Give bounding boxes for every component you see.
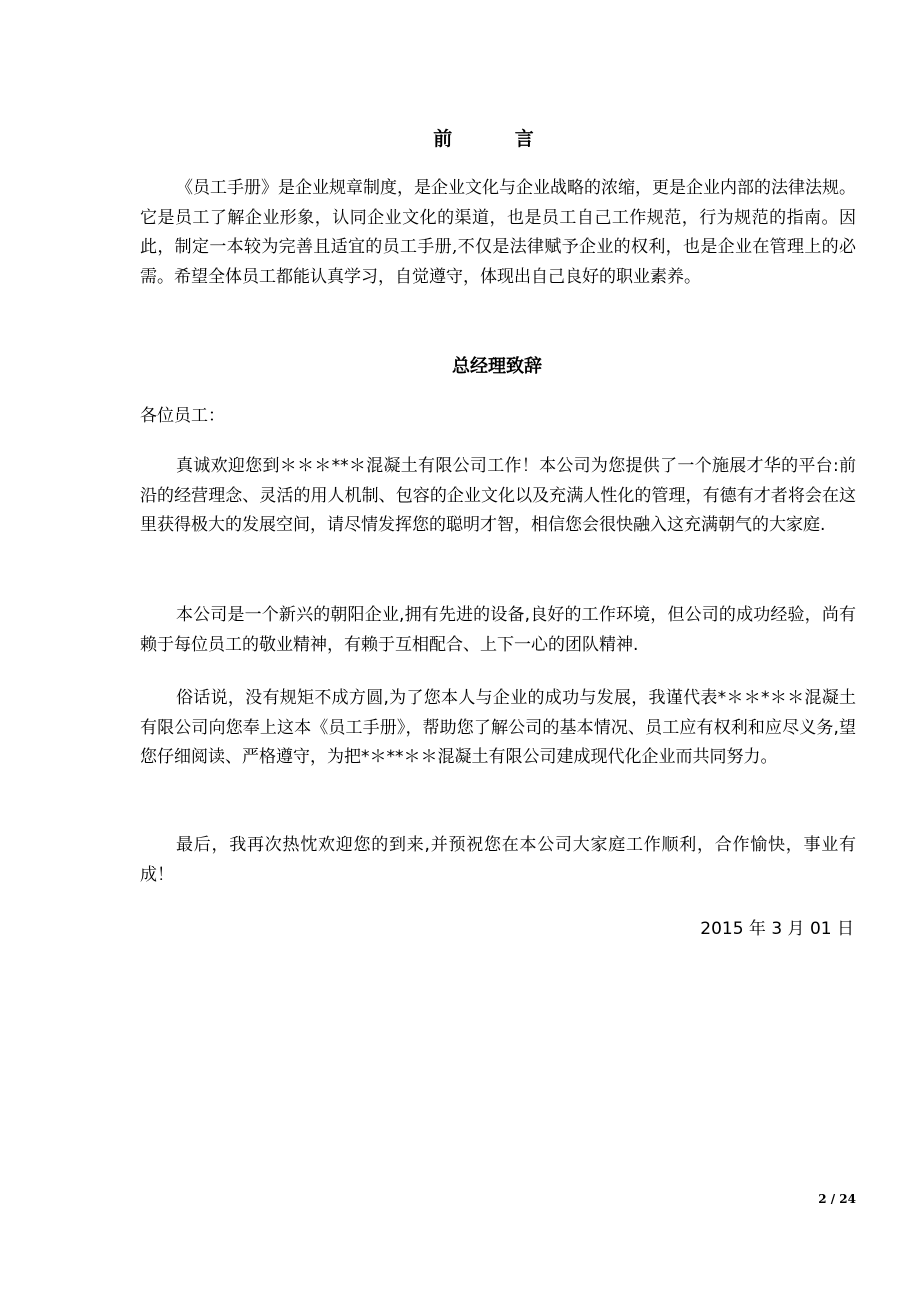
document-date: 2015 年 3 月 01 日 [700,919,854,939]
speech-paragraph-4: 最后，我再次热忱欢迎您的到来,并预祝您在本公司大家庭工作顺利，合作愉快，事业有成！ [140,835,856,885]
foreword-title: 前 言 [433,128,562,150]
foreword-paragraph: 《员工手册》是企业规章制度，是企业文化与企业战略的浓缩，更是企业内部的法律法规。它是员工了解企业形象，认同企业文化的渠道，也是员工自己工作规范，行为规范的指南。因此，制定一本较为完善且适宜的员工手册,不仅是法律赋予企业的权利，也是企业在管理上的必需。希望全体员工都能认真学习，自觉遵守，体现出自己良好的职业素养。 [140,178,856,287]
speech-paragraph-3: 俗话说，没有规矩不成方圆,为了您本人与企业的成功与发展，我谨代表*＊＊*＊＊混凝土有限公司向您奉上这本《员工手册》，帮助您了解公司的基本情况、员工应有权利和应尽义务,望您仔细阅读、严格遵守，为把*＊**＊＊混凝土有限公司建成现代化企业而共同努力。 [140,688,856,767]
speech-paragraph-2: 本公司是一个新兴的朝阳企业,拥有先进的设备,良好的工作环境，但公司的成功经验，尚有赖于每位员工的敬业精神，有赖于互相配合、上下一心的团队精神. [140,605,856,655]
general-manager-speech-title: 总经理致辞 [452,356,542,377]
salutation: 各位员工： [140,406,225,426]
page-number: 2 / 24 [818,1192,856,1206]
speech-paragraph-1: 真诚欢迎您到＊＊＊**＊混凝土有限公司工作！本公司为您提供了一个施展才华的平台:前沿的经营理念、灵活的用人机制、包容的企业文化以及充满人性化的管理，有德有才者将会在这里获得极大的发展空间，请尽情发挥您的聪明才智，相信您会很快融入这充满朝气的大家庭. [140,456,856,535]
